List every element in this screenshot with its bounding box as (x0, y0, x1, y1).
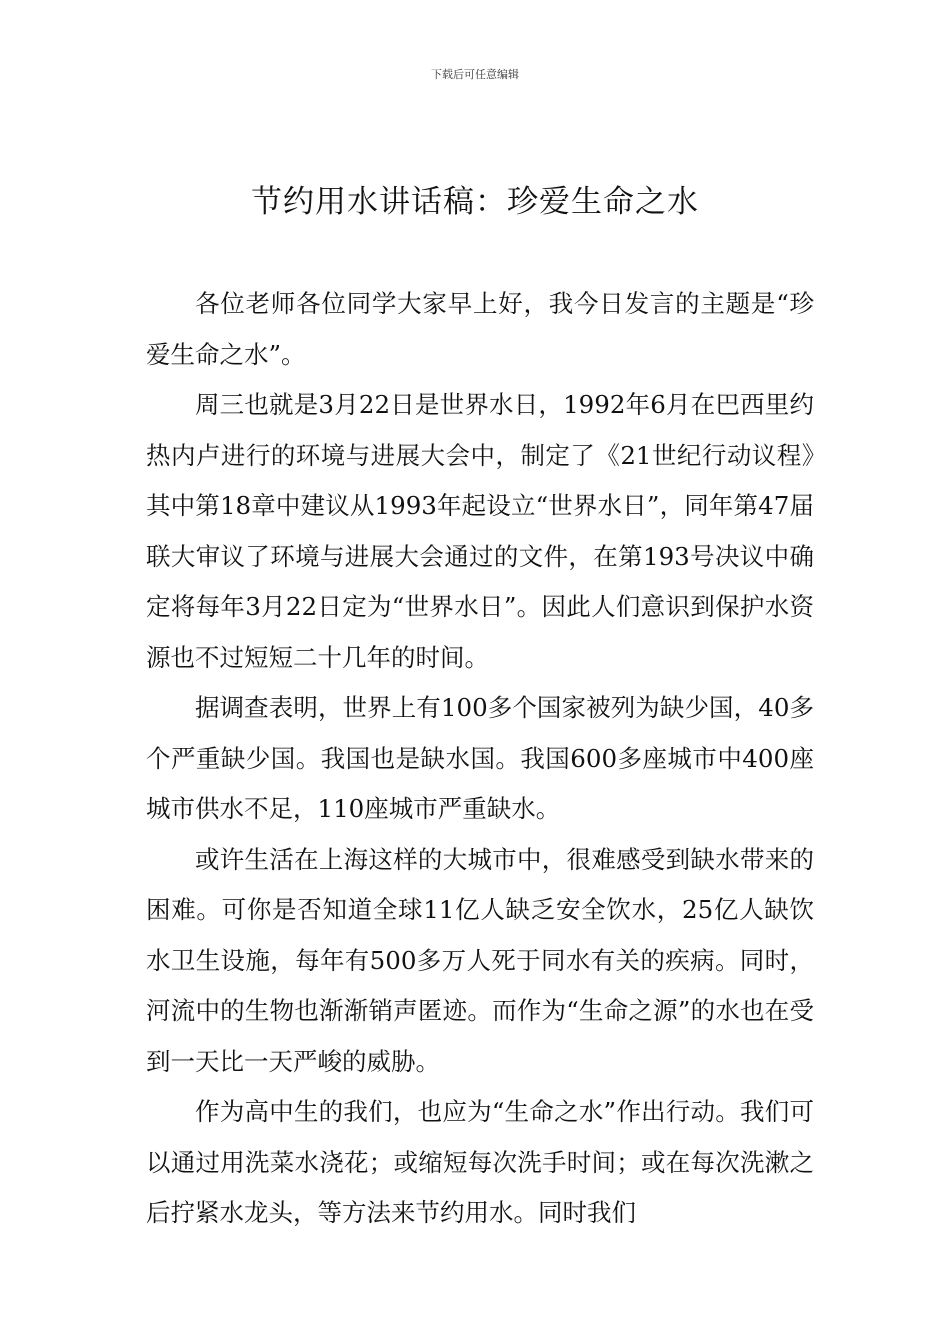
paragraph-3: 据调查表明，世界上有100多个国家被列为缺少国，40多个严重缺少国。我国也是缺水国。我国600多座城市中400座城市供水不足，110座城市严重缺水。 (146, 693, 814, 823)
header-note: 下载后可任意编辑 (431, 68, 519, 81)
paragraph-4: 或许生活在上海这样的大城市中，很难感受到缺水带来的困难。可你是否知道全球11亿人缺乏安全饮水，25亿人缺饮水卫生设施，每年有500多万人死于同水有关的疾病。同时，河流中的生物也渐渐销声匿迹。而作为“生命之源”的水也在受到一天比一天严峻的威胁。 (146, 844, 814, 1076)
document-body (146, 279, 814, 1239)
paragraph-5: 作为高中生的我们，也应为“生命之水”作出行动。我们可以通过用洗菜水浇花；或缩短每次洗手时间；或在每次洗漱之后拧紧水龙头，等方法来节约用水。同时我们 (146, 1097, 814, 1227)
document-title: 节约用水讲话稿：珍爱生命之水 (251, 184, 699, 220)
paragraph-1: 各位老师各位同学大家早上好，我今日发言的主题是“珍爱生命之水”。 (146, 289, 814, 369)
paragraph-2: 周三也就是3月22日是世界水日，1992年6月在巴西里约热内卢进行的环境与进展大会中，制定了《21世纪行动议程》其中第18章中建议从1993年起设立“世界水日”，同年第47届联大审议了环境与进展大会通过的文件，在第193号决议中确定将每年3月22日定为“世界水日”。因此人们意识到保护水资源也不过短短二十几年的时间。 (146, 390, 814, 672)
